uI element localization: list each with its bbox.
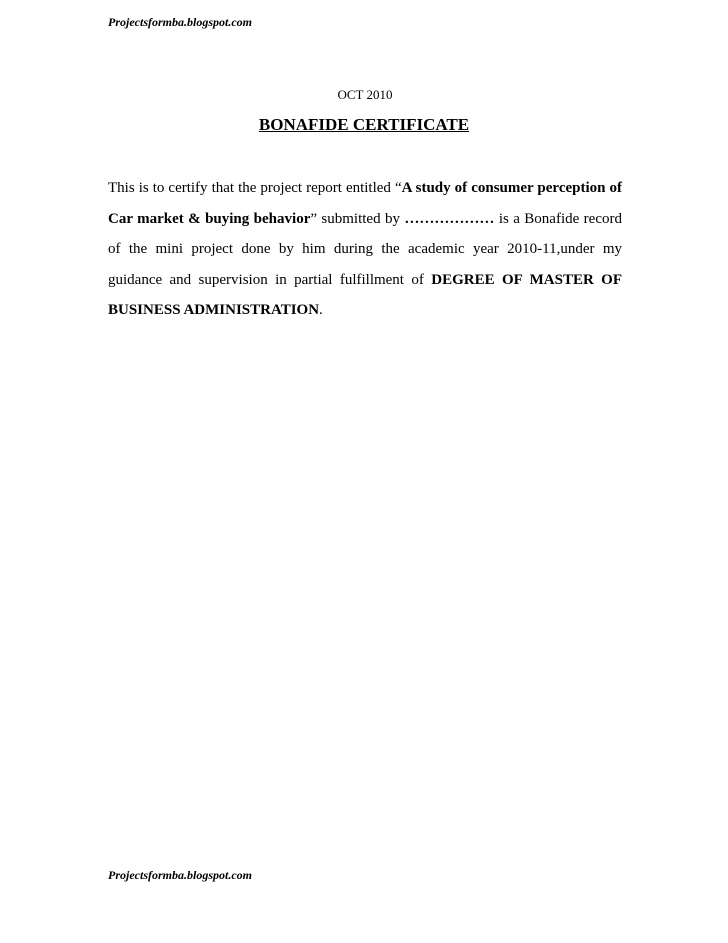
end-period: . xyxy=(319,302,323,318)
certificate-title: BONAFIDE CERTIFICATE xyxy=(258,115,470,134)
record-text: is a Bonafide record of the mini project done by him during the academic year 2010-11,under my guidance and supervision in partial fulfillment of xyxy=(108,210,622,288)
project-title: A study of consumer perception of Car market & buying behavior xyxy=(108,180,623,227)
after-title-text: ” submitted by xyxy=(310,210,405,227)
header-site-link: Projectsformba.blogspot.com xyxy=(108,15,252,29)
footer-site-link: Projectsformba.blogspot.com xyxy=(108,868,252,882)
certificate-date: OCT 2010 xyxy=(337,87,393,102)
certificate-intro: This is to certify that the project report entitled “ xyxy=(108,180,402,196)
degree-name: DEGREE OF MASTER OF BUSINESS ADMINISTRATION xyxy=(108,271,622,318)
student-name-placeholder: ……………… xyxy=(404,210,495,227)
certificate-body xyxy=(108,173,622,326)
